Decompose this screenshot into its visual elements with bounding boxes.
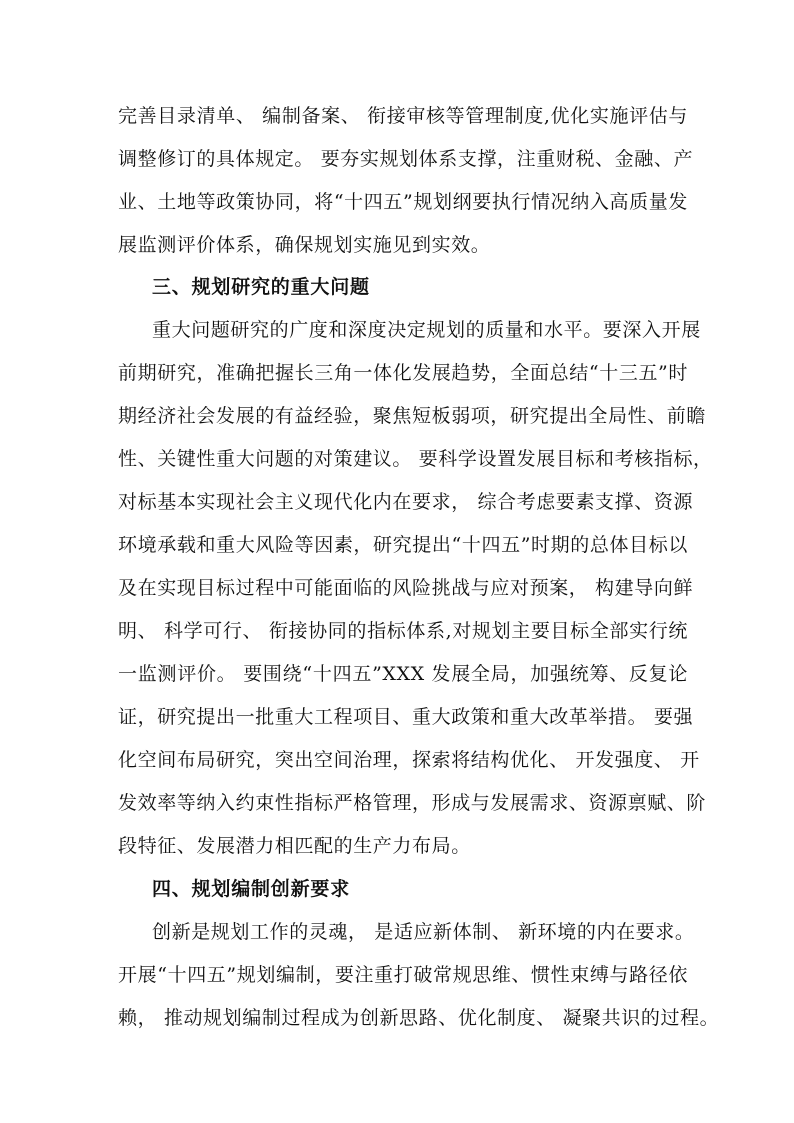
paragraph-line: 期经济社会发展的有益经验，聚焦短板弱项，研究提出全局性、前瞻 xyxy=(118,405,707,427)
paragraph-line: 重大问题研究的广度和深度决定规划的质量和水平。要深入开展 xyxy=(152,319,701,341)
paragraph-line: 发效率等纳入约束性指标严格管理，形成与发展需求、资源禀赋、阶 xyxy=(118,792,707,814)
paragraph-line: 明、 科学可行、 衔接协同的指标体系,对规划主要目标全部实行统 xyxy=(118,620,688,642)
paragraph-line: 段特征、发展潜力相匹配的生产力布局。 xyxy=(118,835,471,857)
paragraph-line: 创新是规划工作的灵魂， 是适应新体制、 新环境的内在要求。 xyxy=(152,921,695,943)
paragraph-line: 环境承载和重大风险等因素，研究提出“十四五”时期的总体目标以 xyxy=(118,534,688,556)
paragraph-line: 开展“十四五”规划编制，要注重打破常规思维、惯性束缚与路径依 xyxy=(118,964,688,986)
section-heading-4: 四、规划编制创新要求 xyxy=(152,878,351,900)
paragraph-line: 及在实现目标过程中可能面临的风险挑战与应对预案， 构建导向鲜 xyxy=(118,577,694,599)
paragraph-line: 完善目录清单、 编制备案、 衔接审核等管理制度,优化实施评估与 xyxy=(118,105,688,127)
paragraph-line: 前期研究，准确把握长三角一体化发展趋势，全面总结“十三五”时 xyxy=(118,362,688,384)
section-heading-3: 三、规划研究的重大问题 xyxy=(152,276,370,298)
paragraph-line: 一监测评价。 要围绕“十四五”XXX 发展全局，加强统筹、反复论 xyxy=(118,663,688,685)
paragraph-line: 展监测评价体系，确保规划实施见到实效。 xyxy=(118,234,491,256)
paragraph-line: 业、土地等政策协同，将“十四五”规划纲要执行情况纳入高质量发 xyxy=(118,191,688,213)
paragraph-line: 赖， 推动规划编制过程成为创新思路、优化制度、 凝聚共识的过程。 xyxy=(118,1007,720,1029)
paragraph-line: 调整修订的具体规定。 要夯实规划体系支撑，注重财税、金融、产 xyxy=(118,148,694,170)
paragraph-line: 化空间布局研究，突出空间治理，探索将结构优化、 开发强度、 开 xyxy=(118,749,700,771)
paragraph-line: 对标基本实现社会主义现代化内在要求， 综合考虑要素支撑、资源 xyxy=(118,491,694,513)
paragraph-line: 证，研究提出一批重大工程项目、重大政策和重大改革举措。 要强 xyxy=(118,706,694,728)
paragraph-line: 性、关键性重大问题的对策建议。 要科学设置发展目标和考核指标， xyxy=(118,448,713,470)
